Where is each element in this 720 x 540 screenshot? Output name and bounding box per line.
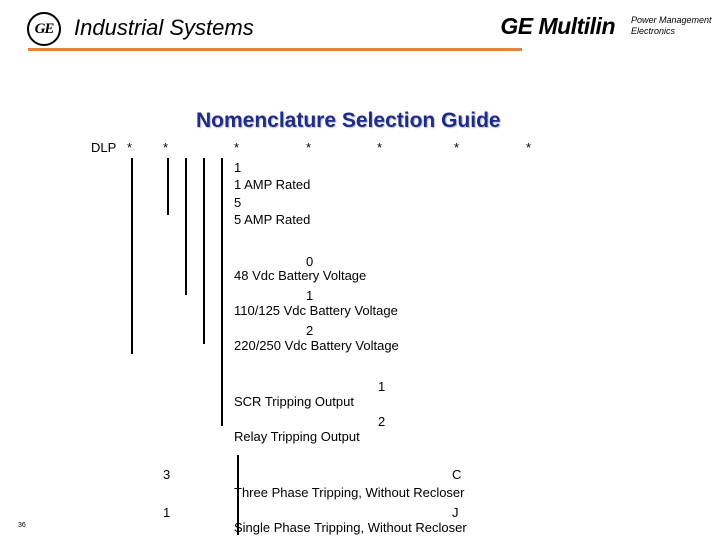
connector-line-tripping [131, 158, 133, 354]
battery-option-code: 0 [306, 254, 314, 269]
battery-option-code: 2 [306, 323, 314, 338]
output-option-label: SCR Tripping Output [234, 394, 354, 409]
header-title: Industrial Systems [74, 15, 254, 40]
ge-logo: GE [27, 12, 61, 46]
model-code-position-2: * [163, 140, 169, 155]
connector-line-output [203, 158, 205, 344]
model-prefix: DLP [91, 140, 117, 155]
guide-title: Nomenclature Selection Guide [196, 109, 501, 132]
model-code-position-7: * [526, 140, 532, 155]
battery-option-code: 1 [306, 288, 314, 303]
output-option-code: 1 [378, 379, 386, 394]
model-code-position-1: * [127, 140, 133, 155]
connector-line-recloser [221, 158, 223, 426]
model-code-position-6: * [454, 140, 460, 155]
battery-option-label: 110/125 Vdc Battery Voltage [234, 303, 398, 318]
model-code-position-5: * [377, 140, 383, 155]
battery-option-label: 48 Vdc Battery Voltage [234, 268, 367, 283]
connector-line-battery [185, 158, 187, 295]
brand-subtitle-line-2: Electronics [631, 26, 676, 36]
output-option-code: 2 [378, 414, 386, 429]
brand-logo: GE Multilin [500, 13, 615, 39]
tripping-left-code: 1 [163, 505, 171, 520]
model-code-position-4: * [306, 140, 312, 155]
tripping-right-code: J [452, 505, 459, 520]
current-option-code: 5 [234, 195, 242, 210]
header-divider [28, 48, 522, 51]
tripping-option-label: Three Phase Tripping, Without Recloser [234, 485, 465, 500]
current-option-label: 5 AMP Rated [234, 212, 311, 227]
brand-subtitle [631, 15, 712, 37]
tripping-left-code: 3 [163, 467, 171, 482]
connector-line-current [167, 158, 169, 215]
model-code-position-3: * [234, 140, 240, 155]
tripping-right-code: C [452, 467, 462, 482]
current-option-code: 1 [234, 160, 242, 175]
tripping-option-label: Single Phase Tripping, Without Recloser [234, 520, 467, 535]
page-number: 36 [18, 522, 26, 529]
brand-subtitle-line-1: Power Management [631, 15, 712, 25]
output-option-label: Relay Tripping Output [234, 429, 360, 444]
battery-option-label: 220/250 Vdc Battery Voltage [234, 338, 399, 353]
current-option-label: 1 AMP Rated [234, 177, 311, 192]
